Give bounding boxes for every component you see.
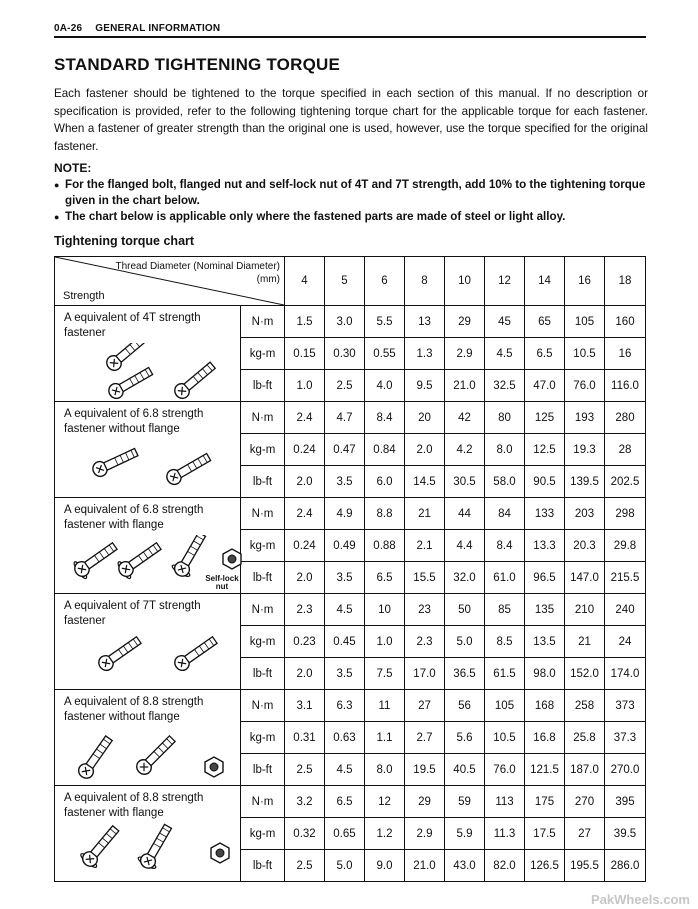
torque-value-cell: 76.0: [485, 754, 525, 786]
torque-value-cell: 3.1: [285, 690, 325, 722]
bolt-icon: [164, 451, 212, 487]
unit-cell: kg-m: [241, 818, 285, 850]
torque-value-cell: 202.5: [605, 466, 646, 498]
bolt-icon: [76, 734, 115, 781]
strength-label-text: A equivalent of 7T strength fastener: [64, 600, 201, 627]
fastener-icon: [64, 727, 242, 785]
torque-value-cell: 44: [445, 498, 485, 530]
torque-value-cell: 195.5: [565, 850, 605, 882]
torque-value-cell: 139.5: [565, 466, 605, 498]
torque-value-cell: 61.5: [485, 658, 525, 690]
torque-value-cell: 0.45: [325, 626, 365, 658]
torque-value-cell: 50: [445, 594, 485, 626]
unit-cell: lb-ft: [241, 466, 285, 498]
torque-value-cell: 29: [405, 786, 445, 818]
torque-value-cell: 298: [605, 498, 646, 530]
torque-value-cell: 147.0: [565, 562, 605, 594]
torque-value-cell: 4.5: [485, 338, 525, 370]
corner-cell: [55, 257, 285, 306]
torque-value-cell: 12: [365, 786, 405, 818]
torque-value-cell: 0.65: [325, 818, 365, 850]
torque-value-cell: 168: [525, 690, 565, 722]
torque-value-cell: 193: [565, 402, 605, 434]
torque-value-cell: 4.9: [325, 498, 365, 530]
torque-row: [55, 786, 646, 818]
torque-value-cell: 39.5: [605, 818, 646, 850]
unit-cell: lb-ft: [241, 562, 285, 594]
diameter-header: 16: [565, 257, 605, 306]
torque-value-cell: 14.5: [405, 466, 445, 498]
torque-value-cell: 16.8: [525, 722, 565, 754]
torque-value-cell: 373: [605, 690, 646, 722]
torque-value-cell: 4.4: [445, 530, 485, 562]
torque-value-cell: 105: [485, 690, 525, 722]
torque-value-cell: 0.47: [325, 434, 365, 466]
unit-cell: N·m: [241, 690, 285, 722]
torque-value-cell: 65: [525, 306, 565, 338]
torque-value-cell: 1.3: [405, 338, 445, 370]
diameter-header: 5: [325, 257, 365, 306]
torque-value-cell: 32.0: [445, 562, 485, 594]
torque-value-cell: 6.5: [525, 338, 565, 370]
torque-value-cell: 4.7: [325, 402, 365, 434]
torque-value-cell: 96.5: [525, 562, 565, 594]
torque-value-cell: 32.5: [485, 370, 525, 402]
torque-value-cell: 240: [605, 594, 646, 626]
note-list: [54, 177, 654, 225]
torque-value-cell: 23: [405, 594, 445, 626]
torque-value-cell: 0.32: [285, 818, 325, 850]
torque-value-cell: 29.8: [605, 530, 646, 562]
fastener-illustration: [64, 439, 242, 497]
torque-value-cell: 286.0: [605, 850, 646, 882]
torque-value-cell: 135: [525, 594, 565, 626]
torque-value-cell: 2.0: [285, 658, 325, 690]
strength-label-text: A equivalent of 6.8 strength fastener with flange: [64, 504, 204, 531]
torque-value-cell: 3.5: [325, 562, 365, 594]
note-label: NOTE:: [54, 161, 92, 175]
torque-value-cell: 9.5: [405, 370, 445, 402]
torque-value-cell: 0.63: [325, 722, 365, 754]
torque-value-cell: 5.0: [325, 850, 365, 882]
torque-value-cell: 113: [485, 786, 525, 818]
torque-value-cell: 2.9: [445, 338, 485, 370]
unit-cell: kg-m: [241, 434, 285, 466]
torque-value-cell: 40.5: [445, 754, 485, 786]
torque-value-cell: 8.0: [365, 754, 405, 786]
torque-value-cell: 215.5: [605, 562, 646, 594]
torque-value-cell: 3.5: [325, 466, 365, 498]
fastener-icon: [64, 343, 242, 401]
torque-value-cell: 2.9: [405, 818, 445, 850]
torque-value-cell: 76.0: [565, 370, 605, 402]
torque-value-cell: 19.5: [405, 754, 445, 786]
torque-value-cell: 1.1: [365, 722, 405, 754]
torque-value-cell: 25.8: [565, 722, 605, 754]
torque-value-cell: 9.0: [365, 850, 405, 882]
torque-value-cell: 4.5: [325, 594, 365, 626]
strength-label-text: A equivalent of 4T strength fastener: [64, 312, 201, 339]
torque-row: [55, 690, 646, 722]
torque-value-cell: 85: [485, 594, 525, 626]
torque-value-cell: 0.15: [285, 338, 325, 370]
torque-value-cell: 21: [565, 626, 605, 658]
torque-value-cell: 2.0: [285, 466, 325, 498]
torque-table: [54, 256, 646, 882]
unit-cell: lb-ft: [241, 658, 285, 690]
torque-value-cell: 58.0: [485, 466, 525, 498]
intro-paragraph: Each fastener should be tightened to the torque specified in each section of this manual. If no description or specification is provided, refer to the following tightening torque chart for the applicable torque for each fastener. When a fastener of greater strength than the original one is used, however, use the torque specified for the original fastener.: [54, 87, 648, 153]
torque-value-cell: 17.0: [405, 658, 445, 690]
diameter-header: 6: [365, 257, 405, 306]
thread-diameter-label: Thread Diameter (Nominal Diameter): [115, 261, 280, 272]
watermark: PakWheels.com: [591, 892, 690, 907]
torque-value-cell: 45: [485, 306, 525, 338]
self-lock-nut-label: Self-lock nut: [205, 574, 239, 591]
torque-value-cell: 47.0: [525, 370, 565, 402]
torque-value-cell: 270.0: [605, 754, 646, 786]
torque-value-cell: 280: [605, 402, 646, 434]
strength-label-text: A equivalent of 8.8 strength fastener with flange: [64, 792, 204, 819]
torque-value-cell: 19.3: [565, 434, 605, 466]
torque-value-cell: 16: [605, 338, 646, 370]
unit-cell: kg-m: [241, 530, 285, 562]
torque-value-cell: 8.4: [365, 402, 405, 434]
torque-row: [55, 402, 646, 434]
torque-value-cell: 13.3: [525, 530, 565, 562]
chart-title: Tightening torque chart: [54, 234, 195, 248]
torque-row: [55, 306, 646, 338]
torque-row: [55, 498, 646, 530]
torque-value-cell: 152.0: [565, 658, 605, 690]
torque-value-cell: 2.4: [285, 498, 325, 530]
section-title: GENERAL INFORMATION: [95, 23, 221, 34]
page-header: [54, 23, 230, 34]
torque-value-cell: 27: [565, 818, 605, 850]
torque-value-cell: 56: [445, 690, 485, 722]
strength-label: Strength: [63, 290, 105, 302]
torque-value-cell: 2.0: [405, 434, 445, 466]
torque-value-cell: 29: [445, 306, 485, 338]
torque-value-cell: 258: [565, 690, 605, 722]
torque-value-cell: 12.5: [525, 434, 565, 466]
torque-value-cell: 17.5: [525, 818, 565, 850]
torque-value-cell: 24: [605, 626, 646, 658]
diameter-header: 10: [445, 257, 485, 306]
diameter-header: 14: [525, 257, 565, 306]
torque-value-cell: 2.5: [285, 850, 325, 882]
strength-cell: [55, 498, 241, 594]
torque-value-cell: 2.0: [285, 562, 325, 594]
torque-value-cell: 30.5: [445, 466, 485, 498]
torque-value-cell: 2.5: [285, 754, 325, 786]
page-title: STANDARD TIGHTENING TORQUE: [54, 55, 341, 74]
unit-cell: N·m: [241, 402, 285, 434]
diameter-header: 18: [605, 257, 646, 306]
bolt-icon: [96, 634, 143, 673]
torque-value-cell: 2.5: [325, 370, 365, 402]
bolt-icon: [172, 634, 219, 673]
unit-cell: N·m: [241, 306, 285, 338]
torque-value-cell: 3.2: [285, 786, 325, 818]
torque-value-cell: 98.0: [525, 658, 565, 690]
torque-value-cell: 8.8: [365, 498, 405, 530]
torque-value-cell: 174.0: [605, 658, 646, 690]
bolt-icon: [78, 823, 124, 871]
fastener-icon: [64, 439, 242, 497]
torque-value-cell: 1.2: [365, 818, 405, 850]
torque-value-cell: 36.5: [445, 658, 485, 690]
torque-value-cell: 4.5: [325, 754, 365, 786]
fastener-icon: [64, 823, 242, 881]
torque-value-cell: 3.5: [325, 658, 365, 690]
torque-value-cell: 5.5: [365, 306, 405, 338]
torque-value-cell: 210: [565, 594, 605, 626]
torque-value-cell: 5.0: [445, 626, 485, 658]
torque-row: [55, 594, 646, 626]
torque-value-cell: 10.5: [485, 722, 525, 754]
torque-value-cell: 0.30: [325, 338, 365, 370]
unit-cell: kg-m: [241, 626, 285, 658]
bolt-icon: [136, 823, 177, 872]
diameter-header: 12: [485, 257, 525, 306]
torque-value-cell: 160: [605, 306, 646, 338]
torque-value-cell: 8.0: [485, 434, 525, 466]
unit-cell: N·m: [241, 786, 285, 818]
torque-value-cell: 84: [485, 498, 525, 530]
torque-value-cell: 27: [405, 690, 445, 722]
torque-value-cell: 2.1: [405, 530, 445, 562]
unit-cell: lb-ft: [241, 850, 285, 882]
torque-value-cell: 187.0: [565, 754, 605, 786]
thread-unit-label: (mm): [256, 274, 280, 285]
torque-value-cell: 4.2: [445, 434, 485, 466]
strength-cell: [55, 402, 241, 498]
torque-value-cell: 20: [405, 402, 445, 434]
bolt-icon: [115, 538, 165, 581]
strength-label-text: A equivalent of 8.8 strength fastener without flange: [64, 696, 204, 723]
torque-value-cell: 15.5: [405, 562, 445, 594]
torque-value-cell: 7.5: [365, 658, 405, 690]
nut-icon: [223, 549, 241, 569]
torque-value-cell: 125: [525, 402, 565, 434]
torque-value-cell: 21.0: [405, 850, 445, 882]
unit-cell: kg-m: [241, 722, 285, 754]
torque-value-cell: 0.84: [365, 434, 405, 466]
torque-value-cell: 2.3: [285, 594, 325, 626]
torque-value-cell: 20.3: [565, 530, 605, 562]
strength-cell: [55, 690, 241, 786]
torque-value-cell: 10.5: [565, 338, 605, 370]
unit-cell: lb-ft: [241, 754, 285, 786]
strength-cell: [55, 306, 241, 402]
unit-cell: kg-m: [241, 338, 285, 370]
strength-label-text: A equivalent of 6.8 strength fastener without flange: [64, 408, 204, 435]
torque-value-cell: 6.5: [365, 562, 405, 594]
torque-value-cell: 395: [605, 786, 646, 818]
fastener-illustration: [64, 535, 242, 593]
torque-value-cell: 8.5: [485, 626, 525, 658]
fastener-icon: [64, 631, 242, 689]
torque-value-cell: 6.3: [325, 690, 365, 722]
torque-value-cell: 21.0: [445, 370, 485, 402]
strength-cell: [55, 786, 241, 882]
torque-value-cell: 37.3: [605, 722, 646, 754]
page-number: 0A-26: [54, 23, 83, 34]
torque-value-cell: 80: [485, 402, 525, 434]
unit-cell: lb-ft: [241, 370, 285, 402]
torque-value-cell: 105: [565, 306, 605, 338]
note-item: ● The chart below is applicable only where the fastened parts are made of steel or light alloy.: [54, 209, 654, 225]
torque-value-cell: 1.0: [365, 626, 405, 658]
strength-cell: [55, 594, 241, 690]
fastener-illustration: [64, 631, 242, 689]
bolt-icon: [71, 538, 121, 581]
torque-value-cell: 3.0: [325, 306, 365, 338]
torque-value-cell: 4.0: [365, 370, 405, 402]
torque-value-cell: 10: [365, 594, 405, 626]
torque-value-cell: 121.5: [525, 754, 565, 786]
torque-value-cell: 0.55: [365, 338, 405, 370]
torque-value-cell: 0.23: [285, 626, 325, 658]
unit-cell: N·m: [241, 498, 285, 530]
torque-value-cell: 126.5: [525, 850, 565, 882]
nut-icon: [211, 843, 229, 863]
torque-value-cell: 90.5: [525, 466, 565, 498]
torque-value-cell: 116.0: [605, 370, 646, 402]
note-item: ● For the flanged bolt, flanged nut and self-lock nut of 4T and 7T strength, add 10% to the tightening torque given in the chart below.: [54, 177, 654, 209]
bolt-icon: [172, 360, 218, 401]
diameter-header: 8: [405, 257, 445, 306]
diameter-header: 4: [285, 257, 325, 306]
torque-value-cell: 21: [405, 498, 445, 530]
fastener-illustration: [64, 823, 242, 881]
torque-value-cell: 59: [445, 786, 485, 818]
torque-value-cell: 175: [525, 786, 565, 818]
torque-value-cell: 2.3: [405, 626, 445, 658]
torque-value-cell: 203: [565, 498, 605, 530]
torque-value-cell: 61.0: [485, 562, 525, 594]
torque-value-cell: 5.9: [445, 818, 485, 850]
torque-value-cell: 8.4: [485, 530, 525, 562]
torque-value-cell: 11.3: [485, 818, 525, 850]
torque-value-cell: 0.31: [285, 722, 325, 754]
torque-value-cell: 13.5: [525, 626, 565, 658]
bolt-icon: [134, 733, 178, 777]
torque-value-cell: 5.6: [445, 722, 485, 754]
torque-value-cell: 6.5: [325, 786, 365, 818]
fastener-illustration: [64, 727, 242, 785]
header-row: [55, 257, 646, 306]
bolt-icon: [90, 445, 139, 478]
torque-value-cell: 0.24: [285, 434, 325, 466]
torque-value-cell: 6.0: [365, 466, 405, 498]
torque-value-cell: 11: [365, 690, 405, 722]
fastener-illustration: [64, 343, 242, 401]
torque-value-cell: 270: [565, 786, 605, 818]
torque-value-cell: 42: [445, 402, 485, 434]
torque-value-cell: 1.5: [285, 306, 325, 338]
torque-value-cell: 0.49: [325, 530, 365, 562]
nut-icon: [205, 757, 223, 777]
torque-value-cell: 82.0: [485, 850, 525, 882]
bolt-icon: [104, 343, 150, 373]
unit-cell: N·m: [241, 594, 285, 626]
torque-value-cell: 2.4: [285, 402, 325, 434]
torque-value-cell: 0.88: [365, 530, 405, 562]
torque-value-cell: 13: [405, 306, 445, 338]
torque-value-cell: 1.0: [285, 370, 325, 402]
torque-value-cell: 0.24: [285, 530, 325, 562]
torque-value-cell: 43.0: [445, 850, 485, 882]
torque-value-cell: 133: [525, 498, 565, 530]
torque-value-cell: 28: [605, 434, 646, 466]
header-rule: [54, 36, 646, 38]
torque-value-cell: 2.7: [405, 722, 445, 754]
